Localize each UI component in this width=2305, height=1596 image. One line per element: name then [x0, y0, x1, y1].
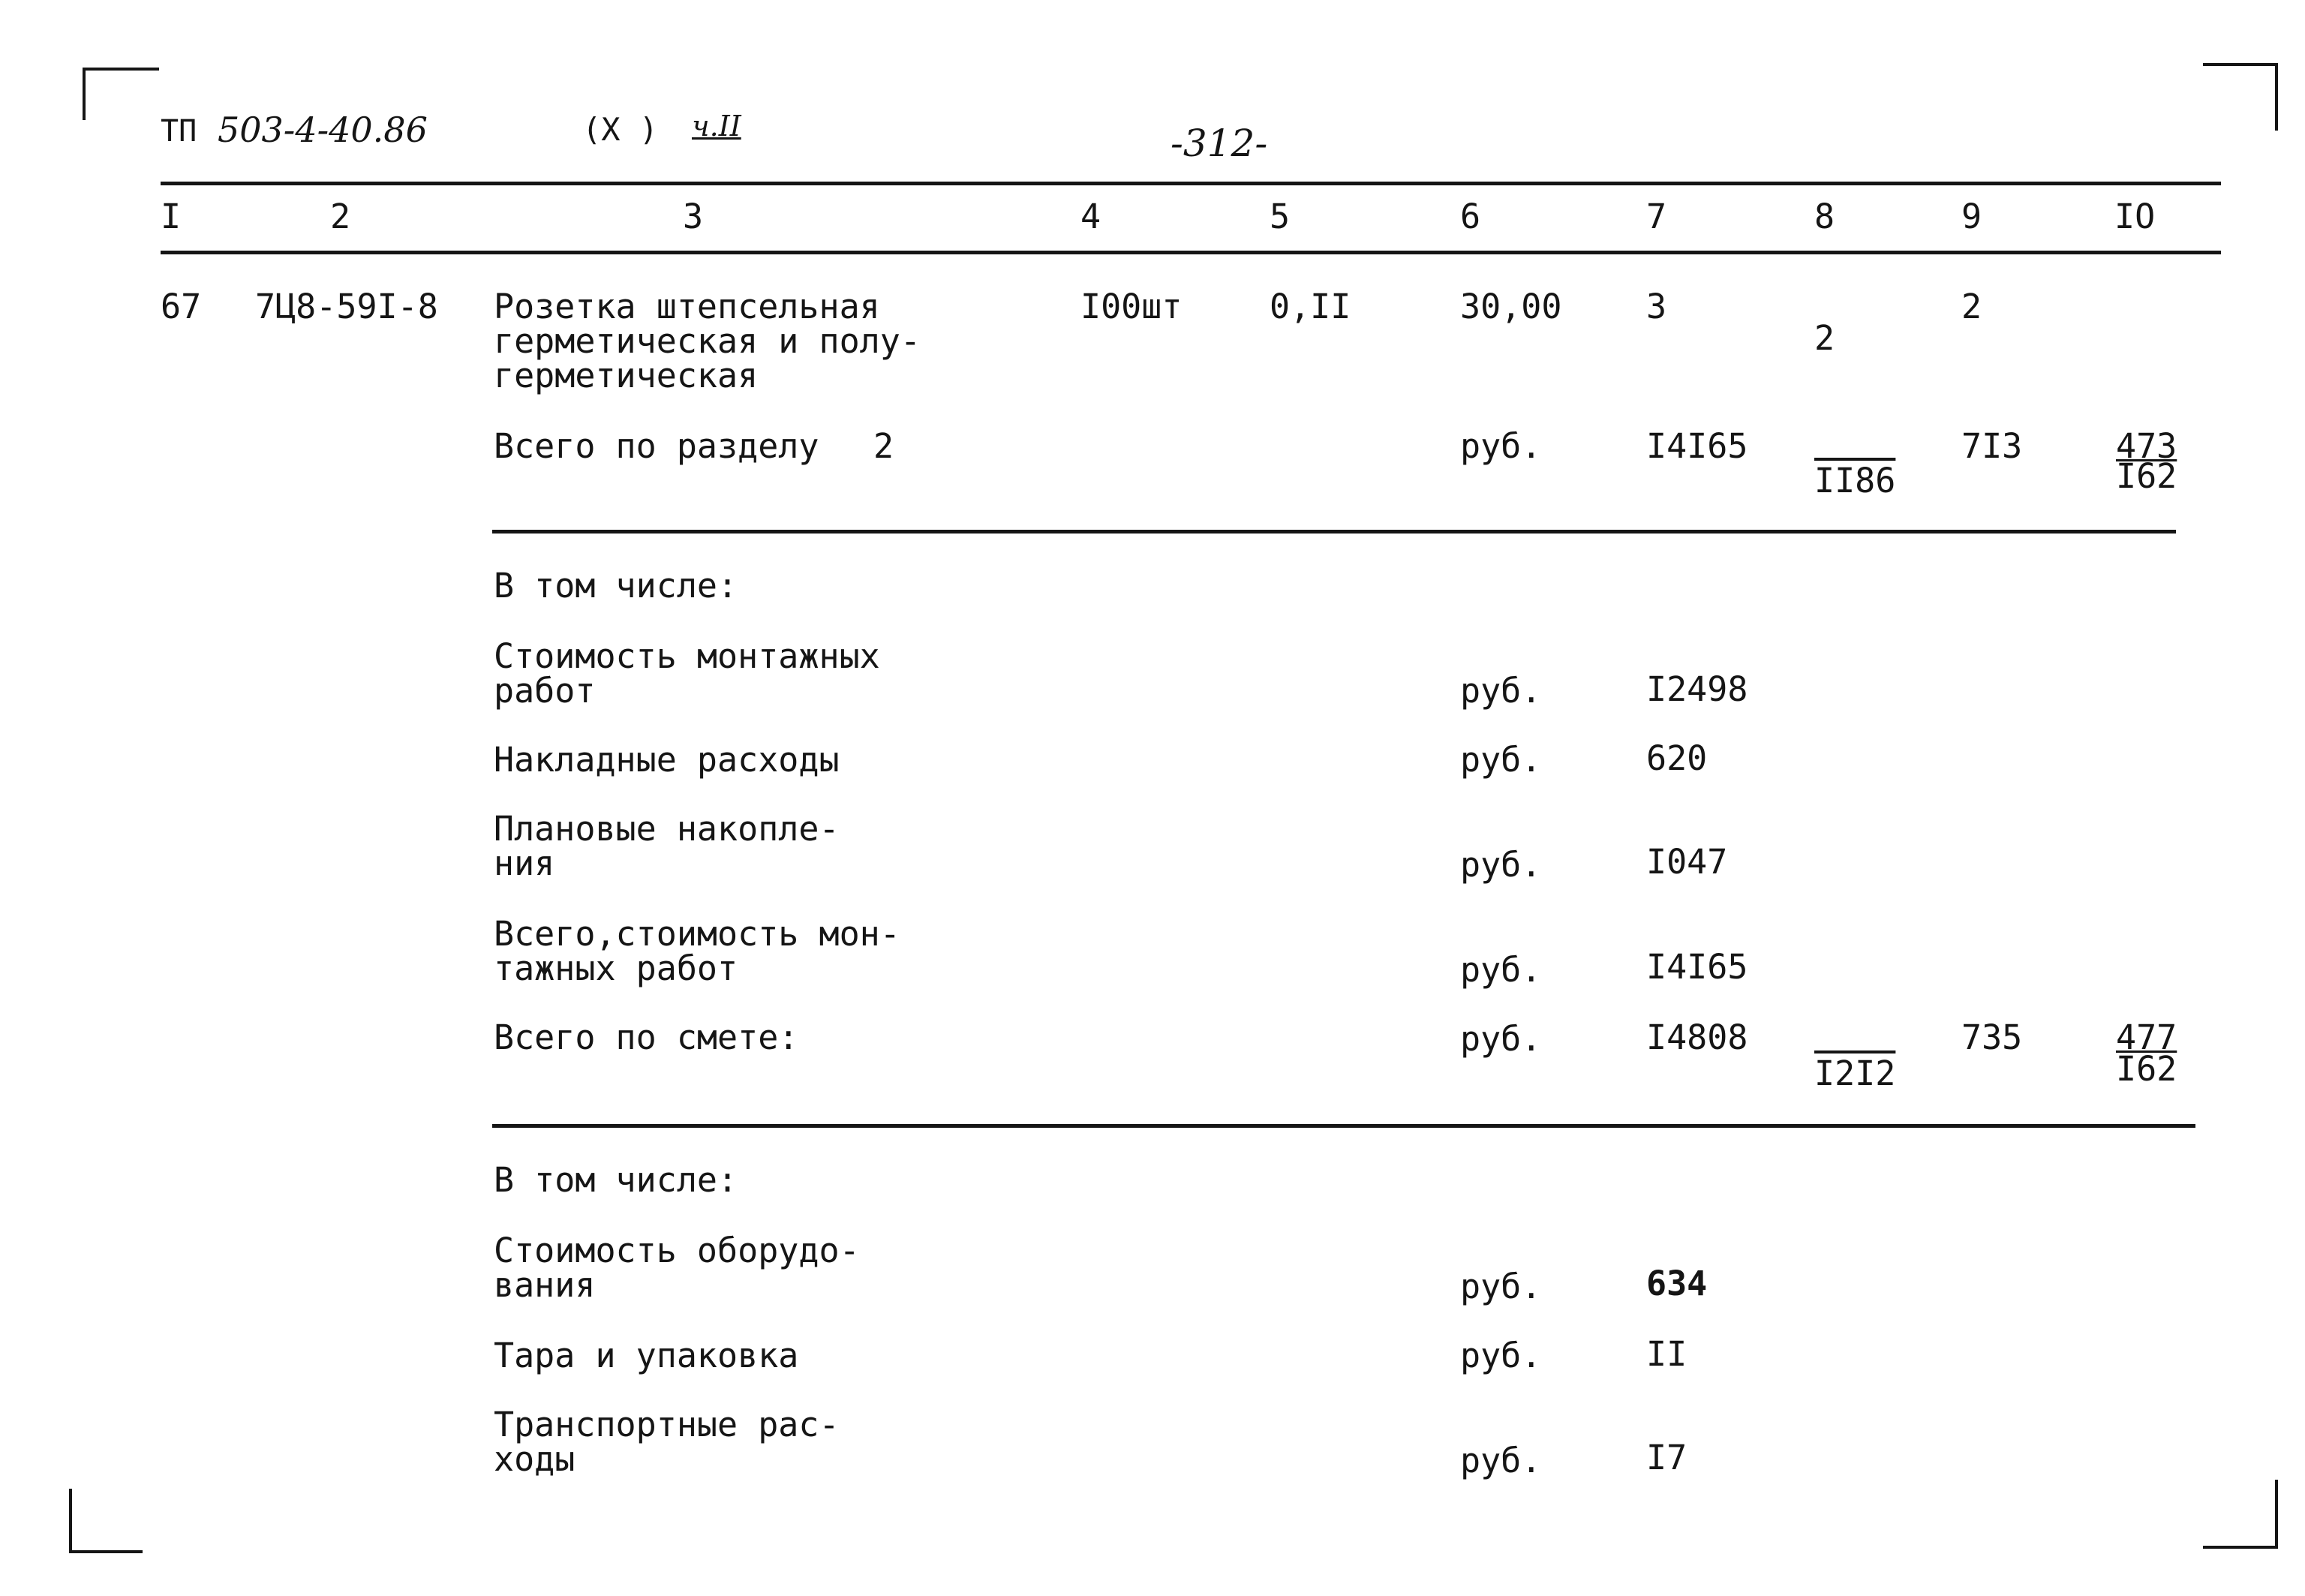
breakdown-heading: В том числе:	[494, 1160, 738, 1200]
col-header-1: I	[161, 197, 182, 236]
section-total-unit: руб.	[1460, 426, 1542, 466]
item-unit: I00шт	[1080, 287, 1183, 326]
estimate-total-col8: I2I2	[1814, 1053, 1896, 1093]
breakdown-heading: В том числе:	[494, 566, 738, 606]
item-name-line-3: герметическая	[494, 356, 759, 395]
corner-mark-top-right-vertical	[2275, 63, 2278, 131]
breakdown-row-value: I2498	[1646, 669, 1748, 709]
estimate-total-col10-top: 477	[2116, 1017, 2177, 1057]
col-header-4: 4	[1080, 197, 1101, 236]
estimate-total-col10-bottom: I62	[2116, 1049, 2177, 1089]
corner-mark-bottom-right-vertical	[2275, 1480, 2278, 1549]
breakdown-row-label: Тара и упаковка	[494, 1336, 799, 1375]
breakdown-row-label: Стоимость монтажных	[494, 636, 880, 676]
breakdown-row-label: Стоимость оборудо-	[494, 1231, 860, 1270]
col-header-2: 2	[330, 197, 351, 236]
volume-label: (X )	[582, 111, 659, 148]
item-code: 7Ц8-59I-8	[255, 287, 438, 326]
doc-code: 503-4-40.86	[218, 110, 428, 150]
breakdown-row-unit: руб.	[1460, 1267, 1542, 1306]
breakdown-row-label: Накладные расходы	[494, 740, 840, 780]
breakdown-row-unit: руб.	[1460, 1441, 1542, 1480]
item-number: 67	[161, 287, 202, 326]
part-label: ч.II	[692, 110, 741, 143]
breakdown-row-label: Всего,стоимость мон-	[494, 914, 900, 954]
corner-mark-bottom-left-vertical	[69, 1489, 72, 1553]
item-name-line-1: Розетка штепсельная	[494, 287, 880, 326]
section-total-col9: 7I3	[1961, 426, 2023, 466]
breakdown-row-unit: руб.	[1460, 740, 1542, 780]
breakdown-row-value: I4I65	[1646, 947, 1748, 987]
section-total-col7: I4I65	[1646, 426, 1748, 466]
col-header-8: 8	[1814, 197, 1835, 236]
page-number: -312-	[1171, 122, 1268, 165]
breakdown-row-label: Транспортные рас-	[494, 1405, 840, 1444]
section-divider-1	[492, 530, 2176, 534]
breakdown-row-label: Плановые накопле-	[494, 809, 840, 849]
breakdown-row-value: 620	[1646, 738, 1708, 778]
breakdown-row-unit: руб.	[1460, 950, 1542, 990]
section-total-number: 2	[873, 426, 894, 466]
estimate-total-unit: руб.	[1460, 1019, 1542, 1059]
estimate-total-label: Всего по смете:	[494, 1017, 799, 1057]
item-name-line-2: герметическая и полу-	[494, 321, 921, 361]
item-price: 30,00	[1460, 287, 1562, 326]
corner-mark-top-left	[83, 68, 159, 71]
section-total-col10-top: 473	[2116, 426, 2177, 466]
estimate-total-col9: 735	[1961, 1017, 2023, 1057]
col-header-6: 6	[1460, 197, 1481, 236]
col-header-5: 5	[1270, 197, 1291, 236]
section-divider-2	[492, 1124, 2195, 1128]
col-header-7: 7	[1646, 197, 1667, 236]
breakdown-row-unit: руб.	[1460, 671, 1542, 711]
doc-prefix: ТП	[161, 114, 197, 149]
breakdown-row-value: I047	[1646, 842, 1728, 882]
breakdown-row-label: ния	[494, 843, 555, 883]
breakdown-row-label: тажных работ	[494, 948, 738, 988]
item-col8: 2	[1814, 318, 1835, 358]
col-header-10: IO	[2114, 197, 2156, 236]
col-header-9: 9	[1961, 197, 1982, 236]
section-total-col10-bottom: I62	[2116, 456, 2177, 496]
section-total-col8: II86	[1814, 461, 1896, 500]
breakdown-row-value: 634	[1646, 1264, 1708, 1303]
breakdown-row-value: I7	[1646, 1438, 1687, 1477]
corner-mark-bottom-right	[2203, 1546, 2278, 1549]
breakdown-row-unit: руб.	[1460, 845, 1542, 885]
corner-mark-top-left-vertical	[83, 68, 86, 120]
header-bottom-rule	[161, 251, 2221, 254]
item-qty: 0,II	[1270, 287, 1351, 326]
col-header-3: 3	[683, 197, 704, 236]
section-total-label: Всего по разделу	[494, 426, 819, 466]
breakdown-row-label: вания	[494, 1265, 596, 1305]
estimate-total-col7: I4808	[1646, 1017, 1748, 1057]
item-col7: 3	[1646, 287, 1667, 326]
corner-mark-top-right	[2203, 63, 2278, 66]
breakdown-row-value: II	[1646, 1334, 1687, 1374]
item-col9: 2	[1961, 287, 1982, 326]
corner-mark-bottom-left	[69, 1550, 143, 1553]
breakdown-row-unit: руб.	[1460, 1336, 1542, 1375]
breakdown-row-label: работ	[494, 671, 596, 711]
breakdown-row-label: ходы	[494, 1439, 575, 1479]
header-top-rule	[161, 182, 2221, 185]
